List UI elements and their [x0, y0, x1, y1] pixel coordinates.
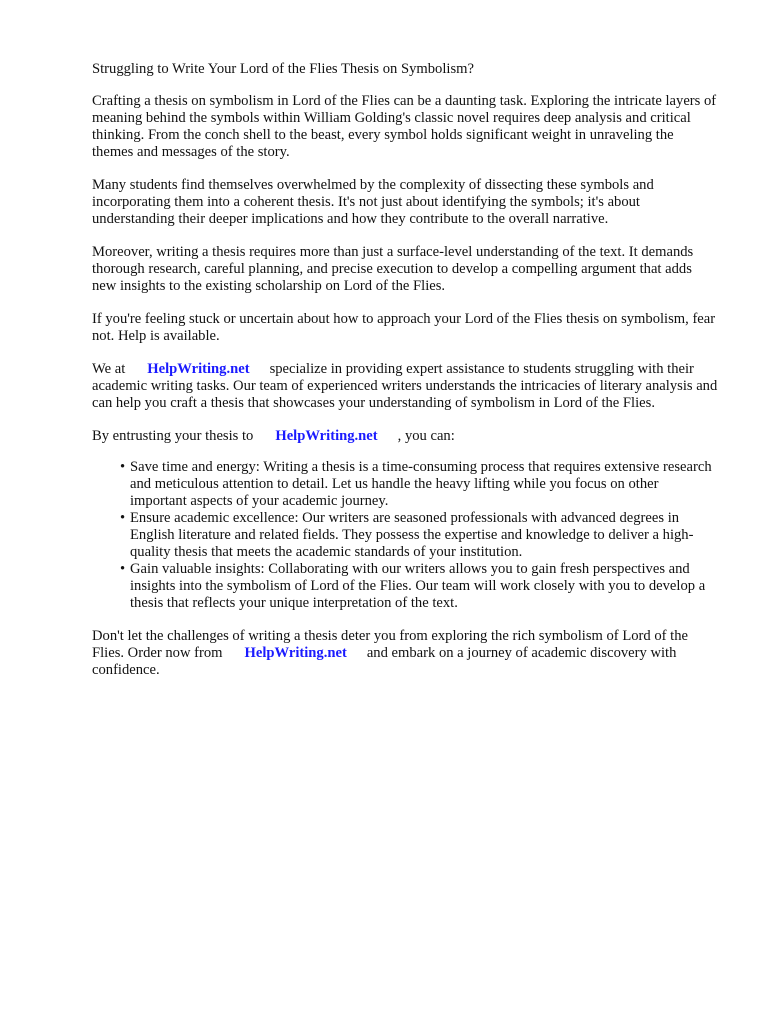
intro-paragraph: Crafting a thesis on symbolism in Lord of the Flies can be a daunting task. Exploring the intricate layers of meaning behind the symbols within William Golding's classic novel requires deep analysis and critical thinking. From the conch shell to the beast, every symbol holds significant weight in unraveling the themes and messages of the story.	[92, 93, 717, 160]
bullet-icon: •	[120, 561, 126, 577]
list-item	[120, 510, 718, 561]
helpwriting-link[interactable]: HelpWriting.net	[244, 645, 347, 661]
bullet-icon: •	[120, 510, 126, 526]
benefit-text: Save time and energy: Writing a thesis is a time-consuming process that requires extensive research and meticulous attention to detail. Let us handle the heavy lifting while you focus on other important aspects of your academic journey.	[130, 459, 712, 509]
benefit-text: Ensure academic excellence: Our writers are seasoned professionals with advanced degrees in English literature and related fields. They possess the expertise and knowledge to deliver a high-quality thesis that meets the academic standards of your institution.	[130, 510, 694, 560]
helpwriting-link[interactable]: HelpWriting.net	[147, 361, 250, 377]
document-title: Struggling to Write Your Lord of the Flies Thesis on Symbolism?	[92, 61, 474, 77]
entrusting-paragraph	[92, 428, 718, 445]
closing-suffix: and embark on a journey of academic discovery with confidence.	[92, 645, 677, 678]
research-paragraph: Moreover, writing a thesis requires more than just a surface-level understanding of the text. It demands thorough research, careful planning, and precise execution to develop a compelling argument that adds new insights to the existing scholarship on Lord of the Flies.	[92, 244, 694, 294]
benefit-text: Gain valuable insights: Collaborating with our writers allows you to gain fresh perspectives and insights into the symbolism of Lord of the Flies. Our team will work closely with you to develop a thesis that reflects your unique interpretation of the text.	[130, 561, 706, 611]
document-page	[92, 61, 718, 695]
entrusting-prefix: By entrusting your thesis to	[92, 428, 254, 444]
we-at-prefix: We at	[92, 361, 126, 377]
we-at-suffix: specialize in providing expert assistance to students struggling with their academic writing tasks. Our team of experienced writers understands the intricacies of literary analysis and can help you craft a thesis that showcases your understanding of symbolism in Lord of the Flies.	[92, 361, 718, 411]
bullet-icon: •	[120, 459, 126, 475]
closing-paragraph	[92, 628, 718, 679]
closing-prefix: Don't let the challenges of writing a thesis deter you from exploring the rich symbolism of Lord of the Flies. Order now from	[92, 628, 688, 661]
list-item	[120, 561, 718, 612]
we-at-paragraph	[92, 361, 718, 412]
benefits-list	[92, 459, 718, 612]
helpwriting-link[interactable]: HelpWriting.net	[275, 428, 378, 444]
help-available-paragraph: If you're feeling stuck or uncertain about how to approach your Lord of the Flies thesis on symbolism, fear not. Help is available.	[92, 311, 716, 344]
list-item	[120, 459, 718, 510]
entrusting-suffix: , you can:	[397, 428, 455, 444]
complexity-paragraph: Many students find themselves overwhelmed by the complexity of dissecting these symbols and incorporating them into a coherent thesis. It's not just about identifying the symbols; it's about understanding their deeper implications and how they contribute to the overall narrative.	[92, 177, 654, 227]
